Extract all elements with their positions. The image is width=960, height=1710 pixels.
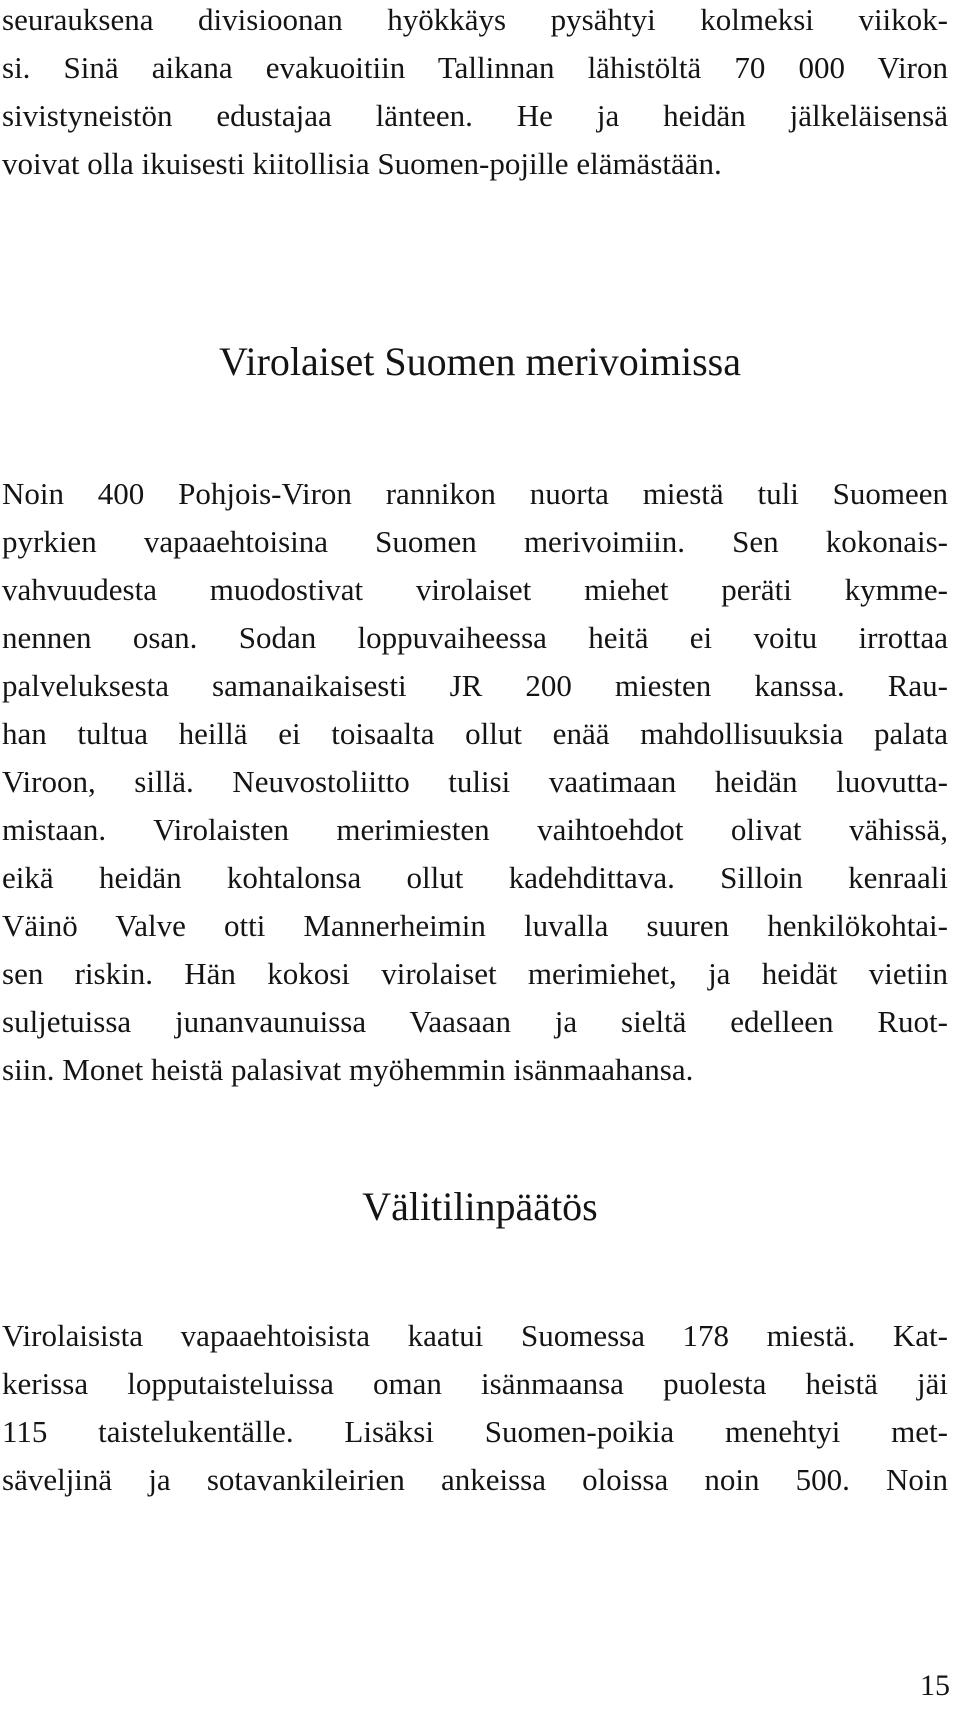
page-number: 15 [920,1669,950,1702]
text-line: palveluksesta samanaikaisesti JR 200 miesten kanssa. Rau- [2,668,948,703]
text-line: nennen osan. Sodan loppuvaiheessa heitä ei voitu irrottaa [2,620,948,655]
text-line: voivat olla ikuisesti kiitollisia Suomen-pojille elämästään. [2,146,722,181]
text-line: säveljinä ja sotavankileirien ankeissa oloissa noin 500. Noin [2,1462,948,1497]
text-line: kerissa lopputaisteluissa oman isänmaansa puolesta heistä jäi [2,1366,948,1401]
text-line: eikä heidän kohtalonsa ollut kadehdittava. Silloin kenraali [2,860,948,895]
text-line: suljetuissa junanvaunuissa Vaasaan ja sieltä edelleen Ruot- [2,1004,948,1039]
text-line: si. Sinä aikana evakuoitiin Tallinnan lähistöltä 70 000 Viron [2,50,948,85]
text-line: vahvuudesta muodostivat virolaiset miehet peräti kymme- [2,572,948,607]
text-line: seurauksena divisioonan hyökkäys pysähtyi kolmeksi viikok- [2,2,948,37]
text-line: Viroon, sillä. Neuvostoliitto tulisi vaatimaan heidän luovutta- [2,764,948,799]
section-heading-virolaiset: Virolaiset Suomen merivoimissa [219,339,741,384]
text-line: sivistyneistön edustajaa länteen. He ja heidän jälkeläisensä [2,98,948,133]
text-line: mistaan. Virolaisten merimiesten vaihtoehdot olivat vähissä, [2,812,948,847]
paragraph-section-1 [2,470,948,1094]
text-line: Väinö Valve otti Mannerheimin luvalla suuren henkilökohtai- [2,908,948,943]
text-line: 115 taistelukentälle. Lisäksi Suomen-poikia menehtyi met- [2,1414,948,1449]
text-line: sen riskin. Hän kokosi virolaiset merimiehet, ja heidät vietiin [2,956,948,991]
paragraph-section-2 [2,1312,948,1504]
text-line: pyrkien vapaaehtoisina Suomen merivoimiin. Sen kokonais- [2,524,948,559]
text-line: han tultua heillä ei toisaalta ollut enää mahdollisuuksia palata [2,716,948,751]
section-heading-valitilinpaatos: Välitilinpäätös [362,1184,598,1229]
paragraph-top [2,0,948,188]
text-line: siin. Monet heistä palasivat myöhemmin isänmaahansa. [2,1052,694,1087]
text-line: Virolaisista vapaaehtoisista kaatui Suomessa 178 miestä. Kat- [2,1318,948,1353]
text-line: Noin 400 Pohjois-Viron rannikon nuorta miestä tuli Suomeen [2,476,948,511]
